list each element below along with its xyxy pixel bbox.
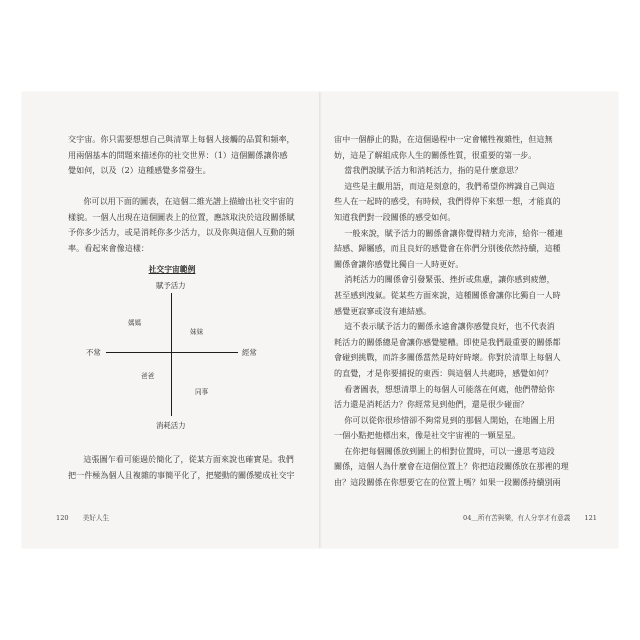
page-number: 120 <box>56 514 69 522</box>
vertical-axis <box>171 293 172 416</box>
point-mom: 媽媽 <box>128 319 142 327</box>
text-line: 這些是主觀用語，而這是刻意的，我們希望你辨識自己與這 <box>334 180 555 191</box>
text-line: 看著圖表，想想清單上的每個人可能落在何處，他們帶給你 <box>334 383 555 394</box>
text-line: 一般來說，賦予活力的關係會讓你覺得精力充沛，給你一種連 <box>334 227 563 238</box>
social-universe-diagram <box>82 262 262 442</box>
right-page <box>328 92 618 548</box>
text-line: 活力還是消耗活力？你經常見到他們，還是很少碰面？ <box>334 399 529 410</box>
axis-label-left: 不常 <box>86 348 101 357</box>
text-line: 用兩個基本的問題來描述你的社交世界：（1）這個關係讓你感 <box>68 149 288 160</box>
text-line: 知道我們對一段關係的感受如何。 <box>334 211 456 222</box>
text-line: 予你多少活力，或是消耗你多少活力，以及你與這個人互動的頻 <box>68 227 295 238</box>
text-line: 把一件極為個人且複雜的事簡平化了，把變動的關係變成社交宇 <box>68 469 295 480</box>
text-line: 覺如何，以及（2）這種感覺多常發生。 <box>68 165 211 176</box>
text-line: 你可以用下面的圖表，在這個二維光譜上描繪出社交宇宙的 <box>83 196 294 206</box>
left-footer <box>56 512 121 522</box>
text-line: 關係，這個人為什麼會在這個位置上？你把這段關係放在那裡的理 <box>334 461 569 472</box>
axis-label-bottom: 消耗活力 <box>156 421 186 430</box>
diagram-title: 社交宇宙範例 <box>148 265 196 274</box>
text-line: 關係會讓你感覺比獨自一人時更好。 <box>334 258 464 269</box>
text-line: 甚至感到洩氣。從某些方面來說，這種關係會讓你比獨自一人時 <box>334 289 561 300</box>
text-line: 這不表示賦予活力的關係永遠會讓你感覺良好，也不代表消 <box>334 321 555 332</box>
text-line: 樣貌。一個人出現在這個圖表上的位置，應該取決於這段關係賦 <box>68 211 295 222</box>
text-line: 你可以從你很珍惜卻不夠常見到的那個人開始，在地圖上用 <box>334 414 555 425</box>
text-line: 由？這段關係在你想要它在的位置上嗎？如果一段關係持續別兩 <box>334 477 561 488</box>
axis-label-right: 經常 <box>242 348 257 357</box>
text-line: 交宇宙。你只需要想想自己與清單上每個人接觸的品質和頻率， <box>68 134 295 144</box>
text-line: 當我們說賦予活力和消耗活力，指的是什麼意思？ <box>334 165 523 176</box>
page-number: 121 <box>584 514 597 522</box>
text-line: 的直覺，才是你要捕捉的東西：與這個人共處時，感覺如何？ <box>334 367 553 378</box>
text-line: 妨，這是了解組成你人生的關係性質，很重要的第一步。 <box>334 149 537 160</box>
book-gutter <box>319 92 322 548</box>
axis-label-top: 賦予活力 <box>156 281 186 290</box>
running-title: 04＿所有苦與樂，有人分享才有意義 <box>463 514 571 522</box>
point-sister: 妹妹 <box>190 328 204 336</box>
right-body-text <box>334 132 580 491</box>
text-line: 結感、歸屬感，而且良好的感覺會在你們分別後依然持續，這種 <box>334 243 561 254</box>
text-line: 宙中一個靜止的點，在這個過程中一定會犧牲複雜性，但這無 <box>334 134 553 144</box>
horizontal-axis <box>106 352 238 353</box>
point-colleague: 同事 <box>195 388 209 396</box>
left-paragraph-2 <box>68 194 300 256</box>
text-line: 這張圖乍看可能過於簡化了，從某方面來說也確實是。我們 <box>83 454 294 464</box>
text-line: 耗活力的關係總是會讓你感覺變糟。即使是我們最重要的關係都 <box>334 336 561 347</box>
left-page <box>22 92 312 548</box>
text-line: 在你把每個關係放到圖上的相對位置時，可以一邊思考這段 <box>334 445 555 456</box>
right-footer <box>463 512 609 522</box>
left-paragraph-1 <box>68 132 300 179</box>
point-dad: 爸爸 <box>141 372 155 380</box>
running-title: 美好人生 <box>82 514 110 522</box>
text-line: 一個小點把他標出來，像是社交宇宙裡的一顆星星。 <box>334 430 521 441</box>
text-line: 些人在一起時的感受，有時候，我們得停下來想一想，才能真的 <box>334 196 561 207</box>
book-spread <box>22 92 618 548</box>
text-line: 消耗活力的關係會引發緊張、挫折或焦慮，讓你感到疲憊， <box>334 274 555 285</box>
left-paragraph-3 <box>68 452 300 483</box>
text-line: 會碰到挑戰，而許多關係當然是時好時壞。你對於清單上每個人 <box>334 352 561 363</box>
text-line: 率。看起來會像這樣： <box>68 242 149 253</box>
text-line: 感覺更寂寥或沒有連結感。 <box>334 305 432 316</box>
